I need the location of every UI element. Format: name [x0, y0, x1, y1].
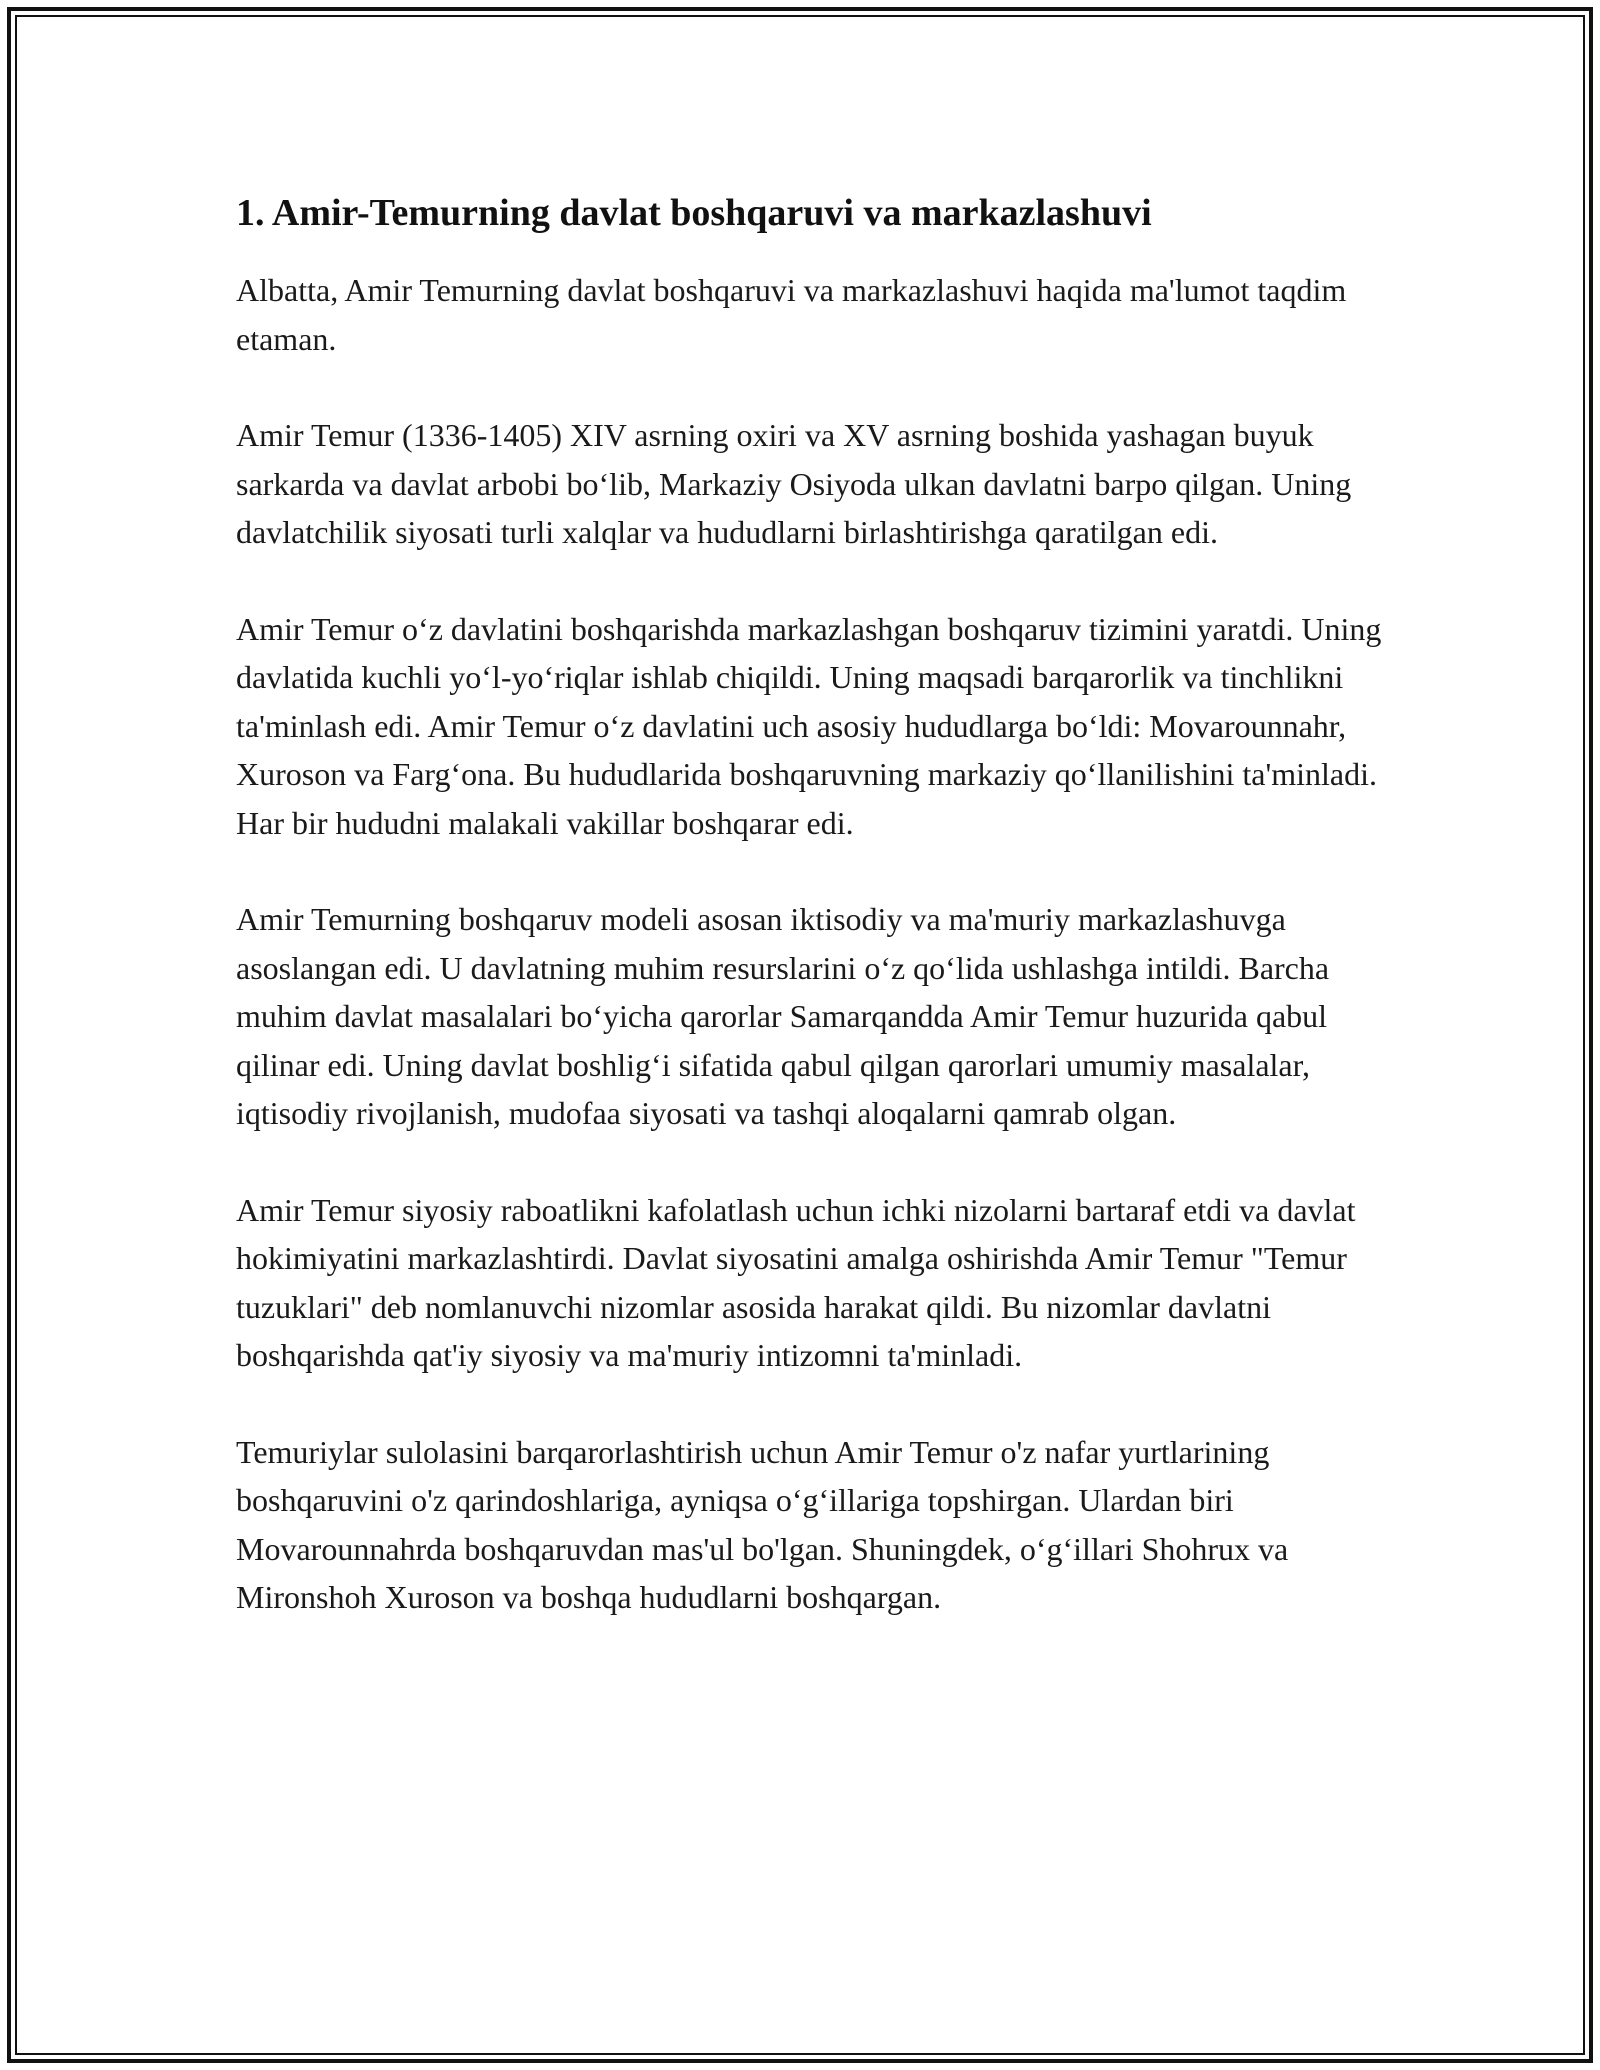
- document-body: [236, 186, 1386, 1670]
- paragraph-timurid-dynasty: Temuriylar sulolasini barqarorlashtirish uchun Amir Temur o'z nafar yurtlarining boshqaruvini o'z qarindoshlariga, ayniqsa o‘g‘illariga topshirgan. Ulardan biri Movarounnahrda boshqaruvdan mas'ul bo'lgan. Shuningdek, o‘g‘illari Shohrux va Mironshoh Xuroson va boshqa hududlarni boshqargan.: [236, 1433, 1289, 1615]
- paragraph-intro: Albatta, Amir Temurning davlat boshqaruvi va markazlashuvi haqida ma'lumot taqdim etaman.: [236, 272, 1347, 357]
- paragraph-centralized-system: Amir Temur o‘z davlatini boshqarishda markazlashgan boshqaruv tizimini yaratdi. Uning davlatida kuchli yo‘l-yo‘riqlar ishlab chiqildi. Uning maqsadi barqarorlik va tinchlikni ta'minlash edi. Amir Temur o‘z davlatini uch asosiy hududlarga bo‘ldi: Movarounnahr, Xuroson va Farg‘ona. Bu hududlarida boshqaruvning markaziy qo‘llanilishini ta'minladi. Har bir hududni malakali vakillar boshqarar edi.: [236, 610, 1382, 841]
- paragraph-biography: Amir Temur (1336-1405) XIV asrning oxiri va XV asrning boshida yashagan buyuk sarkarda va davlat arbobi bo‘lib, Markaziy Osiyoda ulkan davlatni barpo qilgan. Uning davlatchilik siyosati turli xalqlar va hududlarni birlashtirishga qaratilgan edi.: [236, 417, 1352, 550]
- paragraph-political-stability: Amir Temur siyosiy raboatlikni kafolatlash uchun ichki nizolarni bartaraf etdi va davlat hokimiyatini markazlashtirdi. Davlat siyosatini amalga oshirishda Amir Temur "Temur tuzuklari" deb nomlanuvchi nizomlar asosida harakat qildi. Bu nizomlar davlatni boshqarishda qat'iy siyosiy va ma'muriy intizomni ta'minladi.: [236, 1191, 1356, 1373]
- section-heading: 1. Amir-Temurning davlat boshqaruvi va markazlashuvi: [236, 192, 1152, 234]
- paragraph-governance-model: Amir Temurning boshqaruv modeli asosan iktisodiy va ma'muriy markazlashuvga asoslangan edi. U davlatning muhim resurslarini o‘z qo‘lida ushlashga intildi. Barcha muhim davlat masalalari bo‘yicha qarorlar Samarqandda Amir Temur huzurida qabul qilinar edi. Uning davlat boshlig‘i sifatida qabul qilgan qarorlari umumiy masalalar, iqtisodiy rivojlanish, mudofaa siyosati va tashqi aloqalarni qamrab olgan.: [236, 901, 1330, 1131]
